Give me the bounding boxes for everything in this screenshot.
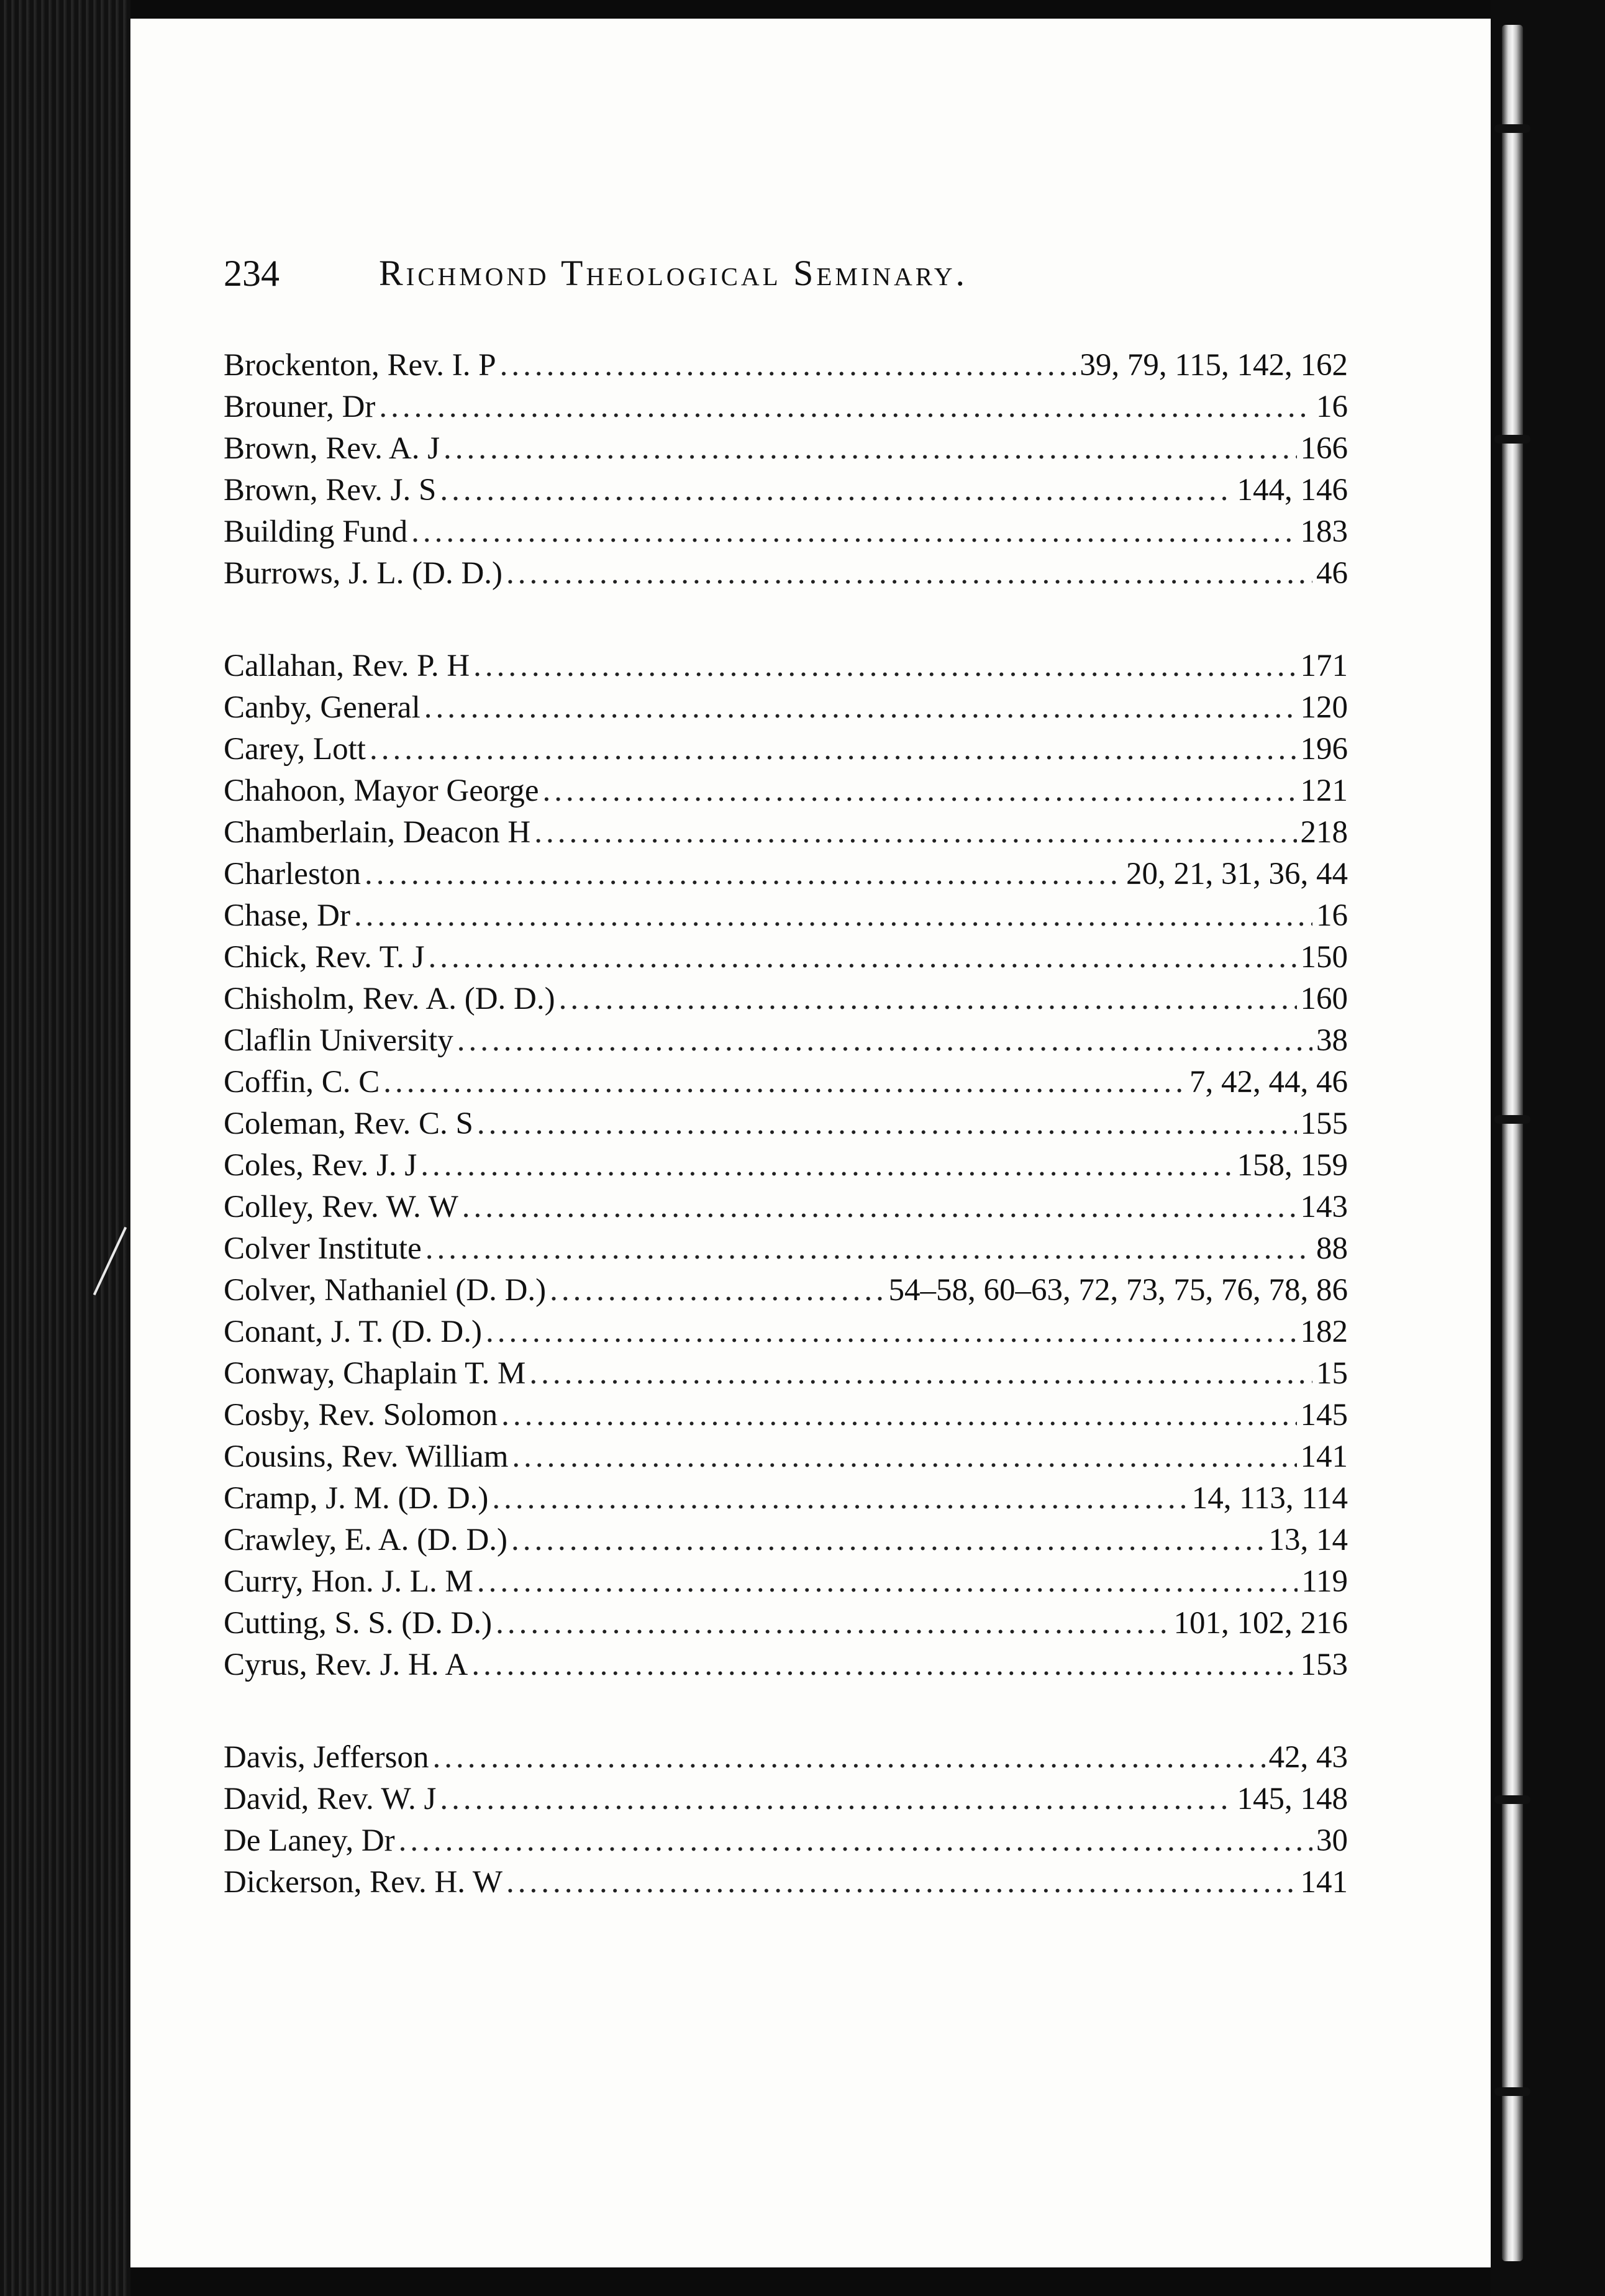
dot-leader <box>512 1436 1296 1478</box>
dot-leader <box>370 729 1297 770</box>
entry-pages: 15 <box>1316 1356 1348 1391</box>
index-entry <box>224 895 1348 937</box>
index-group <box>224 645 1348 1686</box>
running-header <box>224 245 1242 301</box>
dot-leader <box>411 511 1296 553</box>
entry-name: Chamberlain, Deacon H <box>224 815 531 850</box>
entry-pages: 158, 159 <box>1237 1148 1348 1183</box>
dot-leader <box>421 1145 1233 1187</box>
dot-leader <box>354 895 1312 937</box>
index-entry <box>224 1862 1348 1903</box>
entry-name: Cousins, Rev. William <box>224 1439 509 1474</box>
entry-name: Colver Institute <box>224 1231 422 1266</box>
entry-pages: 150 <box>1300 940 1348 975</box>
dot-leader <box>511 1519 1265 1561</box>
entry-pages: 16 <box>1316 898 1348 933</box>
entry-pages: 16 <box>1316 390 1348 424</box>
index-group <box>224 345 1348 594</box>
entry-name: Cramp, J. M. (D. D.) <box>224 1481 489 1516</box>
entry-pages: 143 <box>1300 1190 1348 1224</box>
entry-pages: 119 <box>1301 1564 1348 1599</box>
index-entry <box>224 1020 1348 1062</box>
index-entry <box>224 553 1348 594</box>
dot-leader <box>425 1228 1312 1270</box>
index-entry <box>224 687 1348 729</box>
entry-pages: 38 <box>1316 1023 1348 1058</box>
dot-leader <box>424 687 1297 729</box>
entry-name: Brown, Rev. A. J <box>224 431 440 466</box>
entry-pages: 39, 79, 115, 142, 162 <box>1080 348 1348 383</box>
entry-pages: 20, 21, 31, 36, 44 <box>1126 857 1348 891</box>
index-entry <box>224 1187 1348 1228</box>
index-entry <box>224 345 1348 386</box>
entry-pages: 42, 43 <box>1268 1740 1348 1775</box>
entry-pages: 121 <box>1300 773 1348 808</box>
index-entry <box>224 511 1348 553</box>
dot-leader <box>383 1062 1186 1103</box>
dot-leader <box>501 1395 1296 1436</box>
binding-stitch <box>1494 1115 1530 1124</box>
dot-leader <box>534 812 1296 854</box>
dot-leader <box>477 1561 1298 1603</box>
dot-leader <box>492 1478 1188 1519</box>
index-entry <box>224 645 1348 687</box>
entry-pages: 120 <box>1300 690 1348 725</box>
entry-pages: 30 <box>1316 1823 1348 1858</box>
entry-pages: 14, 113, 114 <box>1191 1481 1348 1516</box>
index-entry <box>224 1145 1348 1187</box>
index-entry <box>224 1436 1348 1478</box>
entry-pages: 46 <box>1316 556 1348 591</box>
index-entry <box>224 1478 1348 1519</box>
entry-name: Coles, Rev. J. J <box>224 1148 417 1183</box>
entry-name: Chick, Rev. T. J <box>224 940 425 975</box>
binding-stitch <box>1494 2087 1530 2096</box>
index-entry <box>224 470 1348 511</box>
dot-leader <box>462 1187 1297 1228</box>
index-entry <box>224 1561 1348 1603</box>
entry-name: Conant, J. T. (D. D.) <box>224 1314 482 1349</box>
entry-name: Cosby, Rev. Solomon <box>224 1398 498 1433</box>
entry-name: Conway, Chaplain T. M <box>224 1356 526 1391</box>
entry-pages: 155 <box>1300 1106 1348 1141</box>
entry-pages: 196 <box>1300 732 1348 767</box>
binding-stitch <box>1494 1795 1530 1804</box>
entry-name: Claflin University <box>224 1023 453 1058</box>
index-entry <box>224 1311 1348 1353</box>
entry-pages: 88 <box>1316 1231 1348 1266</box>
entry-name: Chase, Dr <box>224 898 350 933</box>
dot-leader <box>443 428 1296 470</box>
index-entry <box>224 1737 1348 1779</box>
entry-name: Chisholm, Rev. A. (D. D.) <box>224 982 555 1016</box>
entry-pages: 153 <box>1300 1647 1348 1682</box>
entry-pages: 54–58, 60–63, 72, 73, 75, 76, 78, 86 <box>888 1273 1348 1308</box>
index-entry <box>224 1779 1348 1820</box>
entry-pages: 145 <box>1300 1398 1348 1433</box>
dot-leader <box>440 1779 1233 1820</box>
dot-leader <box>379 386 1312 428</box>
dot-leader <box>477 1103 1297 1145</box>
index-entry <box>224 770 1348 812</box>
entry-name: Burrows, J. L. (D. D.) <box>224 556 503 591</box>
dot-leader <box>486 1311 1297 1353</box>
entry-pages: 182 <box>1300 1314 1348 1349</box>
entry-pages: 144, 146 <box>1237 473 1348 508</box>
dot-leader <box>471 1644 1296 1686</box>
entry-name: Brockenton, Rev. I. P <box>224 348 496 383</box>
index-entry <box>224 1228 1348 1270</box>
entry-name: Charleston <box>224 857 361 891</box>
dot-leader <box>543 770 1297 812</box>
entry-name: Carey, Lott <box>224 732 366 767</box>
dot-leader <box>432 1737 1265 1779</box>
entry-name: David, Rev. W. J <box>224 1782 437 1816</box>
entry-pages: 160 <box>1300 982 1348 1016</box>
index-entry <box>224 1603 1348 1644</box>
index-list <box>224 345 1348 1954</box>
dot-leader <box>506 1862 1297 1903</box>
entry-name: Cutting, S. S. (D. D.) <box>224 1606 493 1641</box>
dot-leader <box>550 1270 884 1311</box>
index-entry <box>224 1519 1348 1561</box>
entry-name: Chahoon, Mayor George <box>224 773 539 808</box>
index-entry <box>224 1820 1348 1862</box>
entry-name: Canby, General <box>224 690 421 725</box>
entry-pages: 141 <box>1300 1439 1348 1474</box>
binding-cord <box>1502 25 1523 2261</box>
book-spine-left <box>0 0 130 2296</box>
entry-name: Davis, Jefferson <box>224 1740 429 1775</box>
dot-leader <box>399 1820 1312 1862</box>
entry-pages: 13, 14 <box>1268 1523 1348 1557</box>
index-entry <box>224 812 1348 854</box>
entry-pages: 171 <box>1300 649 1348 683</box>
index-entry <box>224 1353 1348 1395</box>
index-entry <box>224 1644 1348 1686</box>
dot-leader <box>365 854 1122 895</box>
entry-name: Coleman, Rev. C. S <box>224 1106 473 1141</box>
entry-name: Coffin, C. C <box>224 1065 380 1100</box>
entry-pages: 141 <box>1300 1865 1348 1900</box>
entry-name: Brouner, Dr <box>224 390 376 424</box>
page-number: 234 <box>224 253 280 294</box>
index-entry <box>224 1395 1348 1436</box>
entry-name: Cyrus, Rev. J. H. A <box>224 1647 468 1682</box>
entry-name: Curry, Hon. J. L. M <box>224 1564 473 1599</box>
entry-name: Colver, Nathaniel (D. D.) <box>224 1273 547 1308</box>
entry-name: Brown, Rev. J. S <box>224 473 437 508</box>
index-entry <box>224 854 1348 895</box>
index-entry <box>224 978 1348 1020</box>
binding-stitch <box>1494 435 1530 444</box>
entry-name: De Laney, Dr <box>224 1823 395 1858</box>
running-title: Richmond Theological Seminary. <box>379 253 968 293</box>
dot-leader <box>428 937 1296 978</box>
dot-leader <box>473 645 1296 687</box>
index-entry <box>224 386 1348 428</box>
index-entry <box>224 1103 1348 1145</box>
index-entry <box>224 1062 1348 1103</box>
binding-stitch <box>1494 124 1530 133</box>
index-entry <box>224 729 1348 770</box>
entry-name: Crawley, E. A. (D. D.) <box>224 1523 508 1557</box>
index-entry <box>224 428 1348 470</box>
index-group <box>224 1737 1348 1903</box>
dot-leader <box>506 553 1312 594</box>
entry-pages: 183 <box>1300 514 1348 549</box>
dot-leader <box>440 470 1233 511</box>
dot-leader <box>500 345 1076 386</box>
entry-pages: 7, 42, 44, 46 <box>1189 1065 1348 1100</box>
entry-pages: 166 <box>1300 431 1348 466</box>
entry-pages: 218 <box>1300 815 1348 850</box>
dot-leader <box>457 1020 1312 1062</box>
entry-pages: 145, 148 <box>1237 1782 1348 1816</box>
index-entry <box>224 1270 1348 1311</box>
dot-leader <box>496 1603 1170 1644</box>
entry-name: Callahan, Rev. P. H <box>224 649 470 683</box>
dot-leader <box>559 978 1297 1020</box>
index-entry <box>224 937 1348 978</box>
entry-pages: 101, 102, 216 <box>1173 1606 1348 1641</box>
dot-leader <box>529 1353 1312 1395</box>
entry-name: Building Fund <box>224 514 408 549</box>
entry-name: Dickerson, Rev. H. W <box>224 1865 502 1900</box>
entry-name: Colley, Rev. W. W <box>224 1190 458 1224</box>
